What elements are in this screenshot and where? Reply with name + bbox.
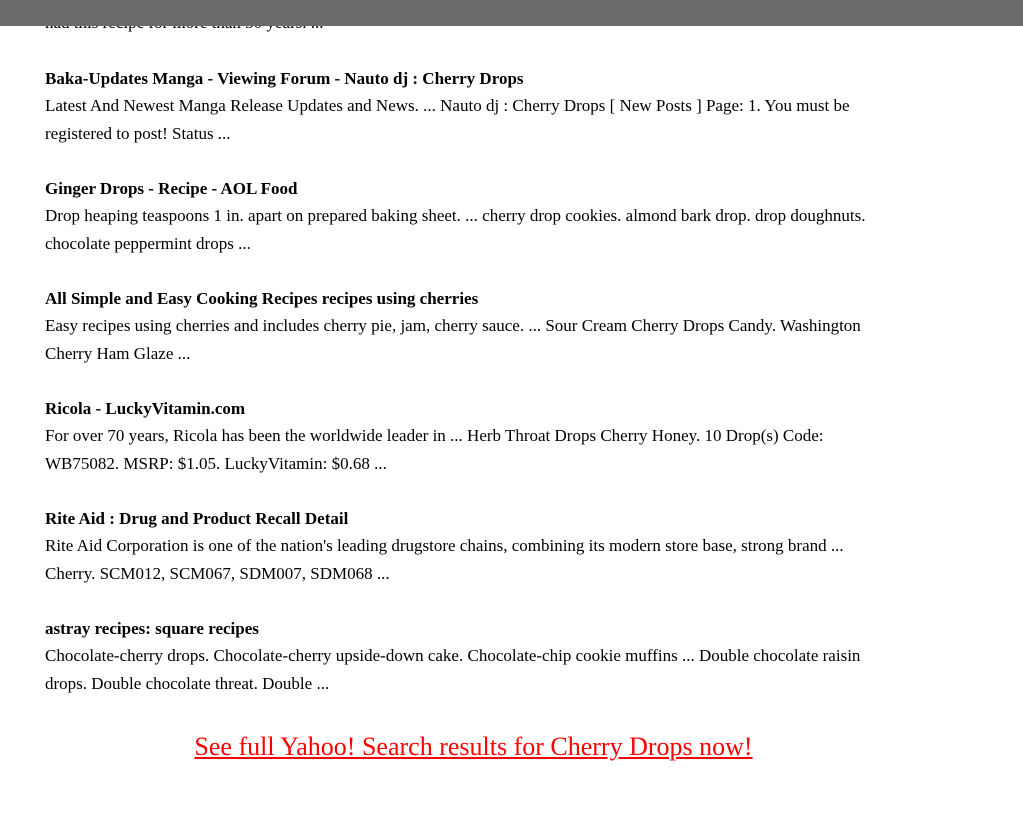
result-title[interactable]: Rite Aid : Drug and Product Recall Detail: [45, 509, 349, 528]
result-snippet: Drop heaping teaspoons 1 in. apart on prepared baking sheet. ... cherry drop cookies. almond bark drop. drop doughnuts. chocolate peppermint drops ...: [45, 206, 866, 253]
result-title[interactable]: astray recipes: square recipes: [45, 619, 259, 638]
result-title[interactable]: Ginger Drops - Recipe - AOL Food: [45, 179, 298, 198]
list-item: [45, 396, 895, 478]
browser-top-bar: [0, 0, 1023, 26]
result-snippet: Easy recipes using cherries and includes cherry pie, jam, cherry sauce. ... Sour Cream Cherry Drops Candy. Washington Cherry Ham Glaze ...: [45, 316, 861, 363]
result-title[interactable]: All Simple and Easy Cooking Recipes recipes using cherries: [45, 289, 479, 308]
list-item: [45, 616, 895, 698]
list-item: [45, 176, 895, 258]
full-results-link-row: [0, 730, 1023, 764]
list-item: [45, 286, 895, 368]
result-title[interactable]: Baka-Updates Manga - Viewing Forum - Nauto dj : Cherry Drops: [45, 69, 524, 88]
result-title[interactable]: Ricola - LuckyVitamin.com: [45, 399, 246, 418]
list-item: [45, 66, 895, 148]
result-snippet: For over 70 years, Ricola has been the worldwide leader in ... Herb Throat Drops Cherry Honey. 10 Drop(s) Code: WB75082. MSRP: $1.05. LuckyVitamin: $0.68 ...: [45, 426, 824, 473]
result-snippet: Rite Aid Corporation is one of the nation's leading drugstore chains, combining its modern store base, strong brand ... Cherry. SCM012, SCM067, SDM007, SDM068 ...: [45, 536, 844, 583]
full-results-link[interactable]: See full Yahoo! Search results for Cherry Drops now!: [194, 732, 753, 761]
results-list: [45, 66, 895, 726]
result-snippet: Latest And Newest Manga Release Updates and News. ... Nauto dj : Cherry Drops [ New Posts ] Page: 1. You must be registered to post! Status ...: [45, 96, 850, 143]
result-snippet: Chocolate-cherry drops. Chocolate-cherry upside-down cake. Chocolate-chip cookie muffins ... Double chocolate raisin drops. Double chocolate threat. Double ...: [45, 646, 861, 693]
list-item: [45, 506, 895, 588]
